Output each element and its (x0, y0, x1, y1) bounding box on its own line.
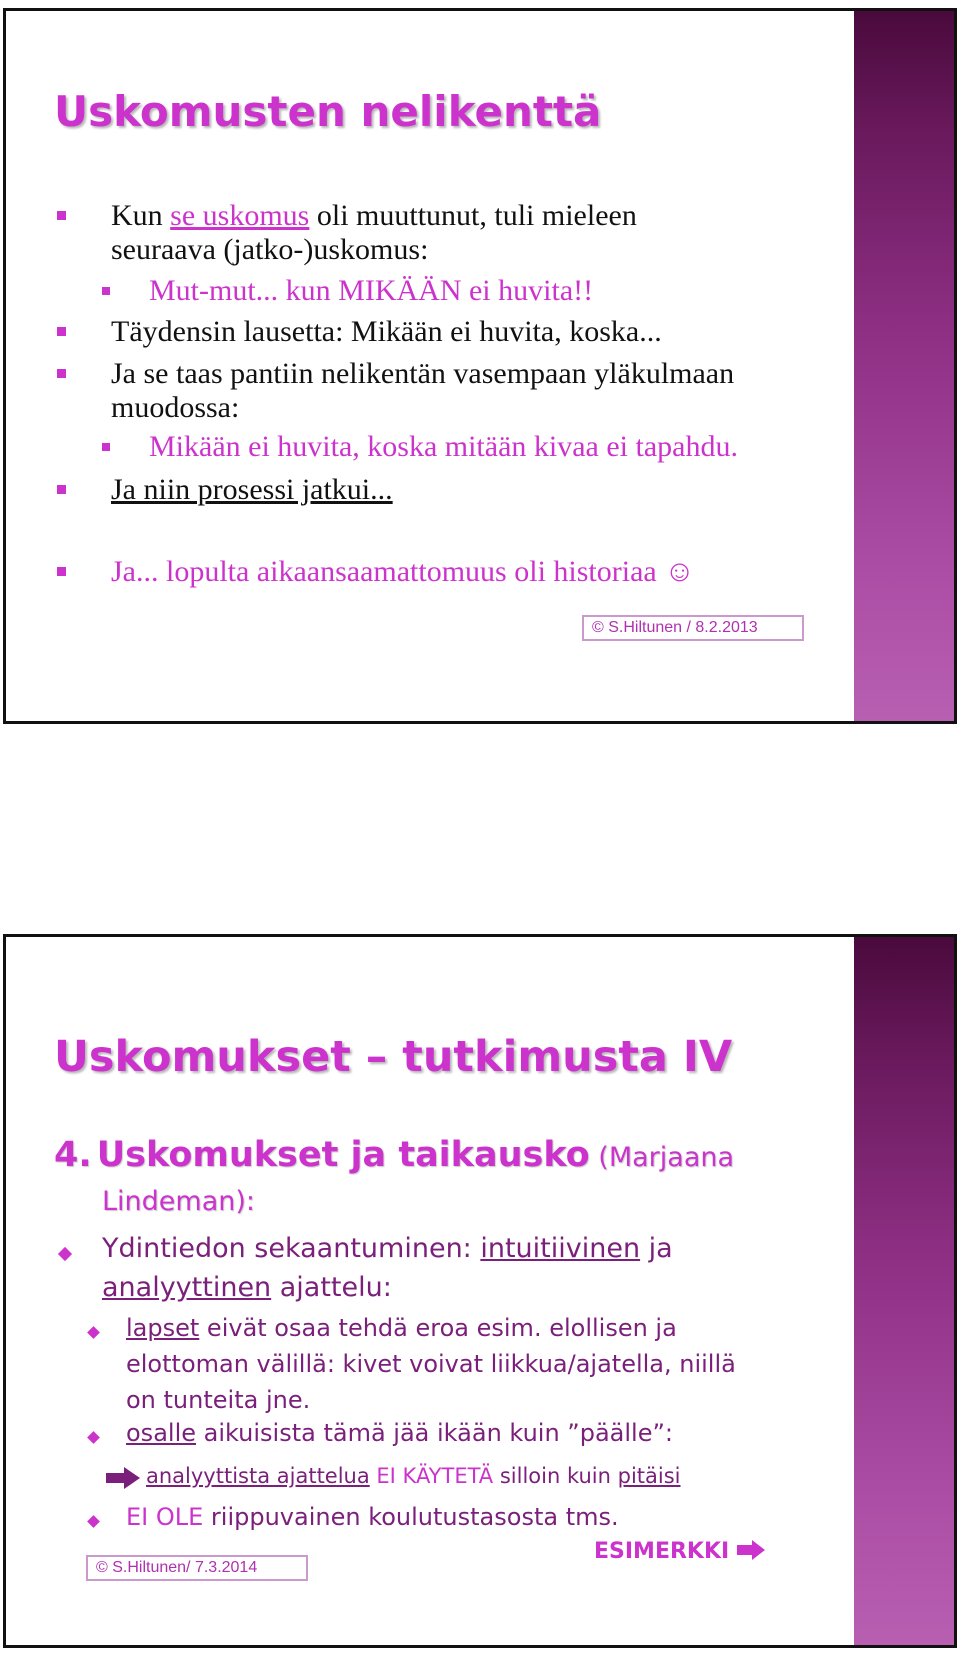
text-segment: oli muuttunut, tuli mieleen (309, 199, 637, 232)
decorative-side-band (854, 11, 954, 721)
text-segment: Kun (111, 199, 171, 232)
square-bullet-icon (57, 369, 66, 378)
diamond-bullet-icon (87, 1431, 100, 1444)
heading-continuation: Lindeman): (102, 1186, 255, 1217)
decorative-side-band (854, 937, 954, 1645)
square-bullet-icon (57, 567, 66, 576)
credit-box: © S.Hiltunen/ 7.3.2014 (86, 1555, 308, 1581)
text-segment: aikuisista tämä jää ikään kuin ”päälle”: (196, 1419, 673, 1447)
bullet-text-highlight: Ja... lopulta aikaansaamattomuus oli historiaa ☺ (111, 555, 695, 588)
slide-uskomusten-nelikentta (3, 8, 957, 724)
diamond-bullet-icon (87, 1326, 100, 1339)
bullet-text: Täydensin lausetta: Mikään ei huvita, koska... (111, 315, 662, 348)
example-link[interactable] (594, 1539, 765, 1564)
slide-uskomukset-tutkimusta (3, 934, 957, 1648)
diamond-bullet-icon (87, 1515, 100, 1528)
sub-bullet-continuation: on tunteita jne. (126, 1386, 311, 1414)
sub-bullet-text (126, 1419, 673, 1447)
sub-bullet-text (126, 1503, 619, 1531)
text-segment: riippuvainen koulutustasosta tms. (203, 1503, 619, 1531)
link-osalle[interactable]: osalle (126, 1419, 196, 1447)
sub-bullet-continuation: elottoman välillä: kivet voivat liikkua/ajatella, niillä (126, 1350, 736, 1378)
bullet-continuation (102, 1272, 392, 1303)
link-se-uskomus[interactable]: se uskomus (170, 199, 310, 232)
right-arrow-icon (106, 1467, 140, 1489)
link-lapset[interactable]: lapset (126, 1314, 200, 1342)
bullet-continuation: muodossa: (111, 391, 240, 424)
right-arrow-icon (737, 1540, 765, 1560)
square-bullet-icon (102, 443, 110, 451)
credit-box: © S.Hiltunen / 8.2.2013 (582, 615, 804, 641)
link-prosessi-jatkui[interactable]: Ja niin prosessi jatkui... (111, 473, 393, 506)
bullet-text (111, 199, 637, 233)
bullet-text (102, 1233, 673, 1264)
text-segment: silloin kuin (493, 1464, 618, 1488)
text-ei-ole: EI OLE (126, 1503, 204, 1531)
sub-bullet-text (126, 1314, 677, 1342)
text-segment: ja (640, 1233, 673, 1264)
square-bullet-icon (57, 327, 66, 336)
heading-number: 4. (54, 1135, 92, 1175)
example-label: ESIMERKKI (594, 1539, 730, 1564)
link-intuitiivinen[interactable]: intuitiivinen (480, 1233, 641, 1264)
sub-bullet-text: Mut-mut... kun MIKÄÄN ei huvita!! (149, 274, 594, 307)
text-segment: ajattelu: (271, 1272, 392, 1303)
heading-main: Uskomukset ja taikausko (96, 1135, 590, 1175)
text-segment: Ydintiedon sekaantuminen: (102, 1233, 481, 1264)
link-analyyttista-ajattelua[interactable]: analyyttista ajattelua (146, 1464, 370, 1488)
arrow-text (146, 1464, 681, 1488)
link-pitaisi[interactable]: pitäisi (617, 1464, 681, 1488)
text-ei-kayteta: EI KÄYTETÄ (369, 1464, 494, 1488)
square-bullet-icon (57, 485, 66, 494)
square-bullet-icon (57, 211, 66, 220)
heading-paren: (Marjaana (589, 1142, 735, 1173)
slide-title: Uskomusten nelikenttä (54, 87, 602, 136)
link-analyyttinen[interactable]: analyyttinen (102, 1272, 272, 1303)
square-bullet-icon (102, 287, 110, 295)
text-segment: eivät osaa tehdä eroa esim. elollisen ja (199, 1314, 677, 1342)
section-heading (54, 1135, 734, 1175)
diamond-bullet-icon (58, 1247, 72, 1261)
bullet-continuation: seuraava (jatko-)uskomus: (111, 233, 429, 266)
sub-bullet-text: Mikään ei huvita, koska mitään kivaa ei tapahdu. (149, 430, 738, 463)
slide-title: Uskomukset – tutkimusta IV (54, 1032, 733, 1082)
bullet-text: Ja se taas pantiin nelikentän vasempaan yläkulmaan (111, 357, 735, 390)
